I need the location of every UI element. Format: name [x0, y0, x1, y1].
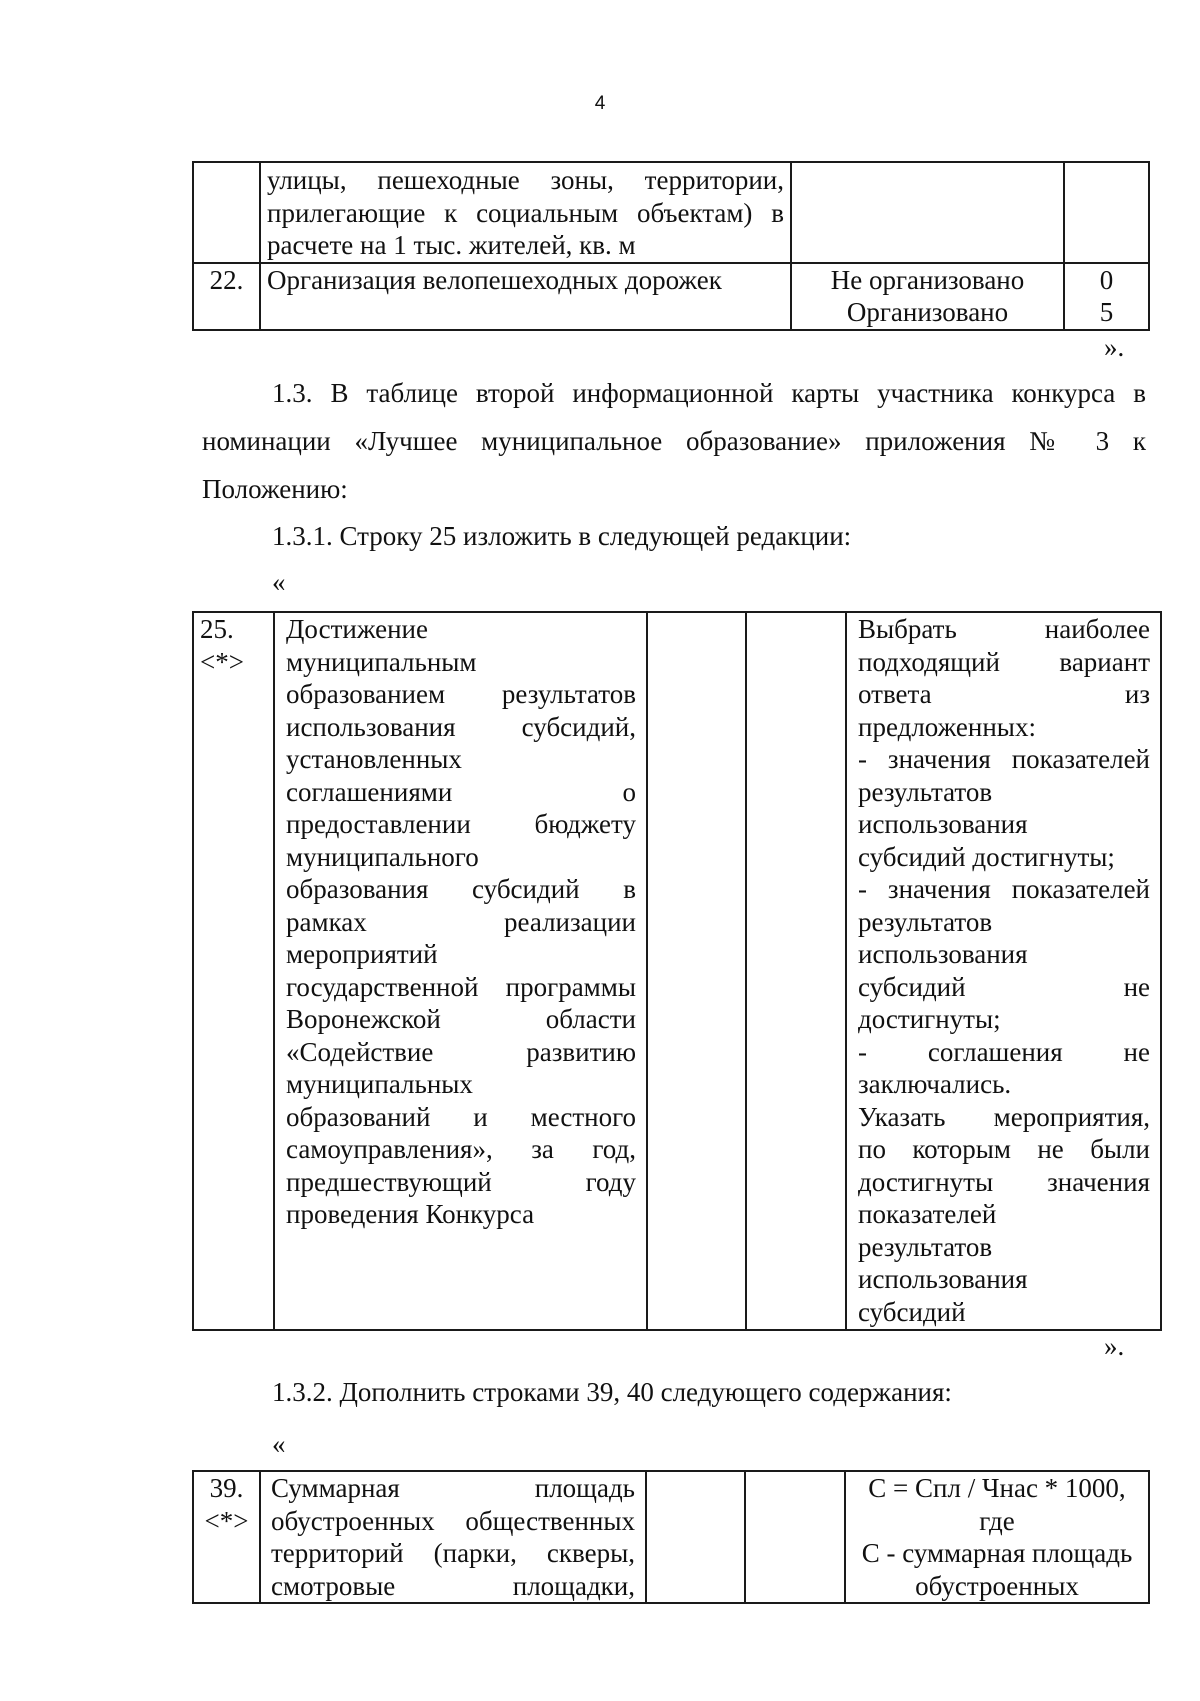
table-row — [193, 263, 1149, 330]
opening-quote: « — [272, 1429, 286, 1459]
table-row — [193, 1471, 1149, 1603]
paragraph-1-3-2: 1.3.2. Дополнить строками 39, 40 следующего содержания: — [272, 1377, 952, 1407]
indicator-description: Суммарная площадь обустроенных общественных территорий (парки, скверы, смотровые площадки, — [260, 1471, 646, 1603]
paragraph-1-3: 1.3. В таблице второй информационной карты участника конкурса в номинации «Лучшее муниципальное образование» приложения № 3 к Положению: — [202, 378, 1146, 504]
indicators-table-continued — [192, 161, 1150, 331]
row-25-table — [192, 611, 1162, 1331]
table-row — [193, 162, 1149, 263]
calculation-formula: С = Спл / Чнас * 1000, где С - суммарная площадь обустроенных — [845, 1471, 1149, 1603]
indicator-description-continued: улицы, пешеходные зоны, территории, прилегающие к социальным объектам) в расчете на 1 тыс. жителей, кв. м — [260, 162, 791, 263]
closing-quote: ». — [1104, 332, 1125, 362]
row-number: 39. <*> — [193, 1471, 260, 1603]
page-number: 4 — [594, 93, 606, 114]
closing-quote: ». — [1104, 1331, 1125, 1361]
indicator-description: Достижение муниципальным образованием результатов использования субсидий, установленных соглашениями о предоставлении бюджету муниципального образования субсидий в рамках реализации мероприятий государственной программы Воронежской области «Содействие развитию муниципальных образований и местного самоуправления», за год, предшествующий году проведения Конкурса — [274, 612, 647, 1330]
scores: 0 5 — [1064, 263, 1149, 330]
paragraph-1-3-1: 1.3.1. Строку 25 изложить в следующей редакции: — [272, 521, 852, 551]
opening-quote: « — [272, 567, 286, 597]
answer-options: Не организовано Организовано — [791, 263, 1064, 330]
answer-instructions: Выбрать наиболее подходящий вариант ответа из предложенных: - значения показателей результатов использования субсидий достигнуты; - значения показателей результатов использования субсидий не достигнуты; - соглашения не заключались. Указать мероприятия, по которым не были достигнуты значения показателей результатов использования субсидий — [846, 612, 1161, 1330]
table-row — [193, 612, 1161, 1330]
indicator-name: Организация велопешеходных дорожек — [260, 263, 791, 330]
row-39-table — [192, 1470, 1150, 1604]
row-number: 22. — [193, 263, 260, 330]
row-number: 25. <*> — [193, 612, 274, 1330]
